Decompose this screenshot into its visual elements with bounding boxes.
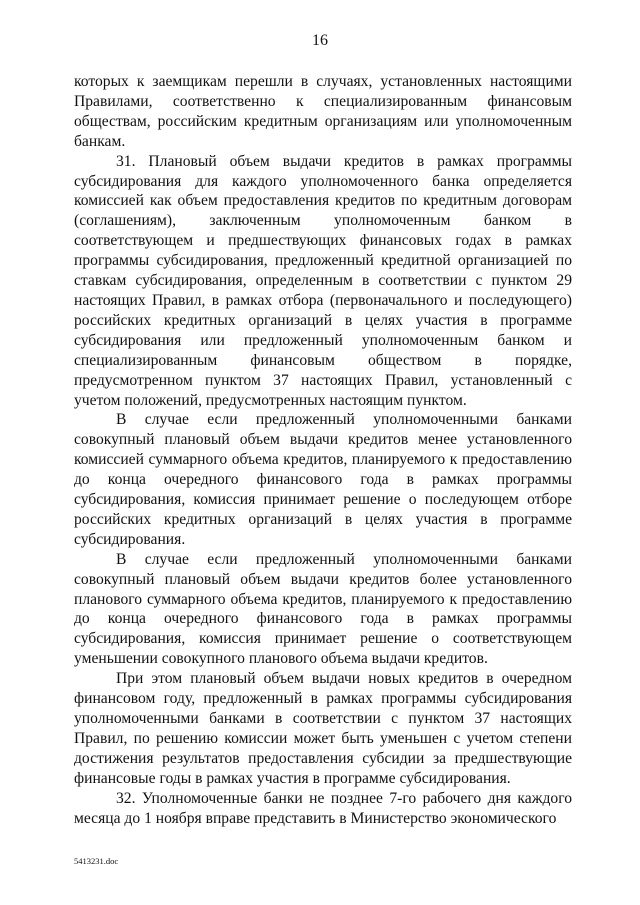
paragraph-reduction: При этом плановый объем выдачи новых кредитов в очередном финансовом году, предложенный в рамках программы субсидирования уполномоченными банками в соответствии с пунктом 37 настоящих Правил, по решению комиссии может быть уменьшен с учетом степени достижения результатов предоставления субсидии за предшествующие финансовые годы в рамках участия в программе субсидирования. xyxy=(74,670,572,787)
document-body xyxy=(74,72,572,828)
page-number: 16 xyxy=(312,32,328,49)
paragraph-item-32: 32. Уполномоченные банки не позднее 7-го рабочего дня каждого месяца до 1 ноября вправе представить в Министерство экономического xyxy=(74,789,572,827)
paragraph-item-31: 31. Плановый объем выдачи кредитов в рамках программы субсидирования для каждого уполномоченного банка определяется комиссией как объем предоставления кредитов по кредитным договорам (соглашениям), заключенным уполномоченным банком в соответствующем и предшествующих финансовых годах в рамках программы субсидирования, предложенный кредитной организацией по ставкам субсидирования, определенным в соответствии с пунктом 29 настоящих Правил, в рамках отбора (первоначального и последующего) российских кредитных организаций в целях участия в программе субсидирования или предложенный уполномоченным банком и специализированным финансовым обществом в порядке, предусмотренном пунктом 37 настоящих Правил, установленный с учетом положений, предусмотренных настоящим пунктом. xyxy=(74,152,572,409)
paragraph-continuation: которых к заемщикам перешли в случаях, установленных настоящими Правилами, соответственно к специализированным финансовым обществам, российским кредитным организациям или уполномоченным банкам. xyxy=(74,73,572,150)
paragraph-case-more: В случае если предложенный уполномоченными банками совокупный плановый объем выдачи кредитов более установленного планового суммарного объема кредитов, планируемого к предоставлению до конца очередного финансового года в рамках программы субсидирования, комиссия принимает решение о соответствующем уменьшении совокупного планового объема выдачи кредитов. xyxy=(74,550,572,668)
document-file-code: 5413231.doc xyxy=(74,856,119,866)
paragraph-case-less: В случае если предложенный уполномоченными банками совокупный плановый объем выдачи кредитов менее установленного комиссией суммарного объема кредитов, планируемого к предоставлению до конца очередного финансового года в рамках программы субсидирования, комиссия принимает решение о последующем отборе российских кредитных организаций в целях участия в программе субсидирования. xyxy=(74,411,572,548)
